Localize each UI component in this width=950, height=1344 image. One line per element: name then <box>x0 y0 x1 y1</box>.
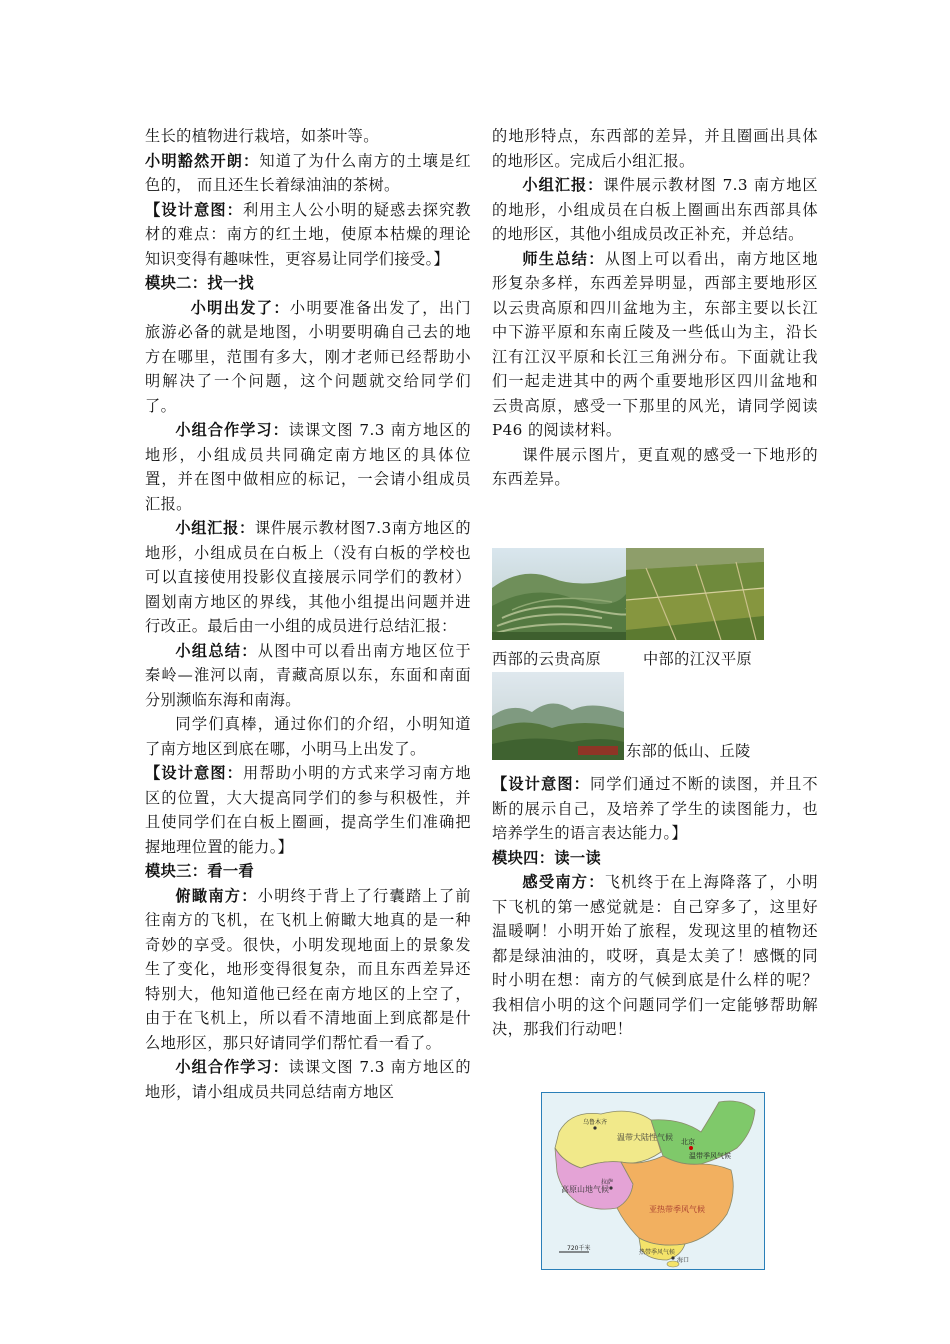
paragraph-text: 小明要准备出发了，出门旅游必备的就是地图，小明要明确自己去的地方在哪里，范围有多大，刚才老师已经帮助小明解决了一个问题，这个问题就交给同学们了。 <box>145 298 471 415</box>
paragraph: 同学们真棒，通过你们的介绍，小明知道了南方地区到底在哪，小明马上出发了。 <box>145 715 471 758</box>
paragraph-label: 小组汇报： <box>175 519 255 537</box>
paragraph-label: 俯瞰南方： <box>175 886 258 905</box>
paragraph-label: 【设计意图： <box>145 200 244 219</box>
hills-photo <box>492 672 624 760</box>
photo-row <box>492 548 792 640</box>
paragraph-text: 课件展示教材图7.3南方地区的地形，小组成员在白板上（没有白板的学校也可以直接使用投影仪直接展示同学们的教材）圈划南方地区的界线，其他小组提出问题并进行改正。最后由一小组的成员进行总结汇报： <box>145 519 472 635</box>
paragraph-text: 小明终于背上了行囊踏上了前往南方的飞机，在飞机上俯瞰大地真的是一种奇妙的享受。很快，小明发现地面上的景象发生了变化，地形变得很复杂，而且东西差异还特别大，他知道他已经在南方地区的上空了，由于在飞机上，所以看不清地面上到底都是什么地形区，那只好请同学们帮忙看一看了。 <box>145 886 471 1052</box>
paragraph-text: 利用主人公小明的疑惑去探究教材的难点：南方的红土地，使原本枯燥的理论知识变得有趣味性，更容易让同学们接受。】 <box>145 200 471 268</box>
paragraph <box>145 418 471 516</box>
map-label: 海口 <box>677 1257 690 1264</box>
map-label: 亚热带季风气候 <box>649 1205 705 1214</box>
design-intent <box>492 772 818 846</box>
paragraph: 生长的植物进行栽培，如茶叶等。 <box>145 127 379 145</box>
paragraph-text: 从图上可以看出，南方地区地形复杂多样，东西差异明显，西部主要地形区以云贵高原和四川盆地为主，东部主要以长江中下游平原和东南丘陵及一些低山为主，沿长江有江汉平原和长江三角洲分布。下面就让我们一起走进其中的两个重要地形区四川盆地和云贵高原，感受一下那里的风光，请同学阅读 P46 的阅读材料。 <box>492 249 818 439</box>
module-heading: 模块四：读一读 <box>492 848 602 867</box>
paragraph <box>492 870 818 1042</box>
photo-caption: 西部的云贵高原 <box>492 650 602 668</box>
module-heading: 模块二：找一找 <box>145 274 255 292</box>
paragraph <box>145 516 471 639</box>
paragraph-text: 从图中可以看出南方地区位于秦岭—淮河以南，青藏高原以东，东面和南面分别濒临东海和南海。 <box>145 641 471 709</box>
paragraph-label: 感受南方： <box>522 873 605 891</box>
paragraph <box>145 639 471 713</box>
paragraph-text: 读课文图 7.3 南方地区的地形，请小组成员共同总结南方地区 <box>145 1058 471 1101</box>
design-intent <box>145 198 471 272</box>
paragraph: 课件展示图片，更直观的感受一下地形的东西差异。 <box>492 445 818 488</box>
photo-caption: 中部的江汉平原 <box>642 650 753 668</box>
china-climate-map <box>541 1092 765 1270</box>
left-column <box>145 124 471 1104</box>
paragraph <box>145 296 471 419</box>
paragraph <box>492 247 818 443</box>
map-label: 乌鲁木齐 <box>583 1119 608 1126</box>
paragraph-label: 小明出发了： <box>190 298 290 317</box>
photo-caption: 东部的低山、丘陵 <box>626 742 751 760</box>
photo-captions <box>492 648 752 669</box>
paragraph-text: 读课文图 7.3 南方地区的地形，小组成员共同确定南方地区的具体位置，并在图中做相应的标记，一会请小组成员汇报。 <box>145 421 471 513</box>
paragraph: 的地形特点，东西部的差异，并且圈画出具体的地形区。完成后小组汇报。 <box>492 127 818 170</box>
right-column <box>492 124 818 492</box>
paragraph-label: 【设计意图： <box>492 775 591 793</box>
paragraph-label: 【设计意图： <box>145 764 244 782</box>
paragraph-text: 知道了为什么南方的土壤是红色的， 而且还生长着绿油油的茶树。 <box>145 151 471 194</box>
paragraph-label: 小组合作学习： <box>175 1058 289 1076</box>
paragraph-label: 小明豁然开朗： <box>145 151 260 170</box>
map-label: 北京 <box>681 1138 695 1146</box>
design-intent <box>145 761 471 859</box>
module-heading: 模块三：看一看 <box>145 862 255 880</box>
paragraph-text: 课件展示教材图 7.3 南方地区的地形，小组成员在白板上圈画出东西部具体的地形区，其他小组成员改正补充，并总结。 <box>492 176 818 243</box>
map-label: 热带季风气候 <box>639 1249 676 1256</box>
paragraph-label: 小组汇报： <box>522 176 604 194</box>
right-column-lower <box>492 772 818 1042</box>
map-scale: 720千米 <box>567 1245 591 1252</box>
jianghan-plain-photo <box>626 548 764 640</box>
paragraph <box>492 173 818 247</box>
paragraph <box>145 149 471 198</box>
paragraph-text: 同学们通过不断的读图，并且不断的展示自己，及培养了学生的读图能力，也培养学生的语言表达能力。】 <box>492 775 818 842</box>
paragraph <box>145 1055 471 1104</box>
map-label: 高原山地气候 <box>561 1185 609 1194</box>
paragraph-text: 用帮助小明的方式来学习南方地区的位置，大大提高同学们的参与积极性，并且使同学们在白板上圈画，提高学生们准确把握地理位置的能力。】 <box>145 764 471 856</box>
paragraph-text: 飞机终于在上海降落了，小明下飞机的第一感觉就是：自己穿多了，这里好温暖啊！小明开始了旅程，发现这里的植物还都是绿油油的，哎呀，真是太美了！感慨的同时小明在想：南方的气候到底是什么样的呢？我相信小明的这个问题同学们一定能够帮助解决，那我们行动吧！ <box>492 873 818 1038</box>
map-label: 温带大陆性气候 <box>617 1133 673 1142</box>
paragraph-label: 小组总结： <box>175 641 258 660</box>
map-label: 温带季风气候 <box>689 1152 731 1160</box>
yungui-plateau-photo <box>492 548 626 640</box>
paragraph-label: 师生总结： <box>522 249 605 268</box>
paragraph <box>145 884 471 1056</box>
paragraph-label: 小组合作学习： <box>175 421 289 439</box>
map-label: 拉萨 <box>601 1179 614 1186</box>
